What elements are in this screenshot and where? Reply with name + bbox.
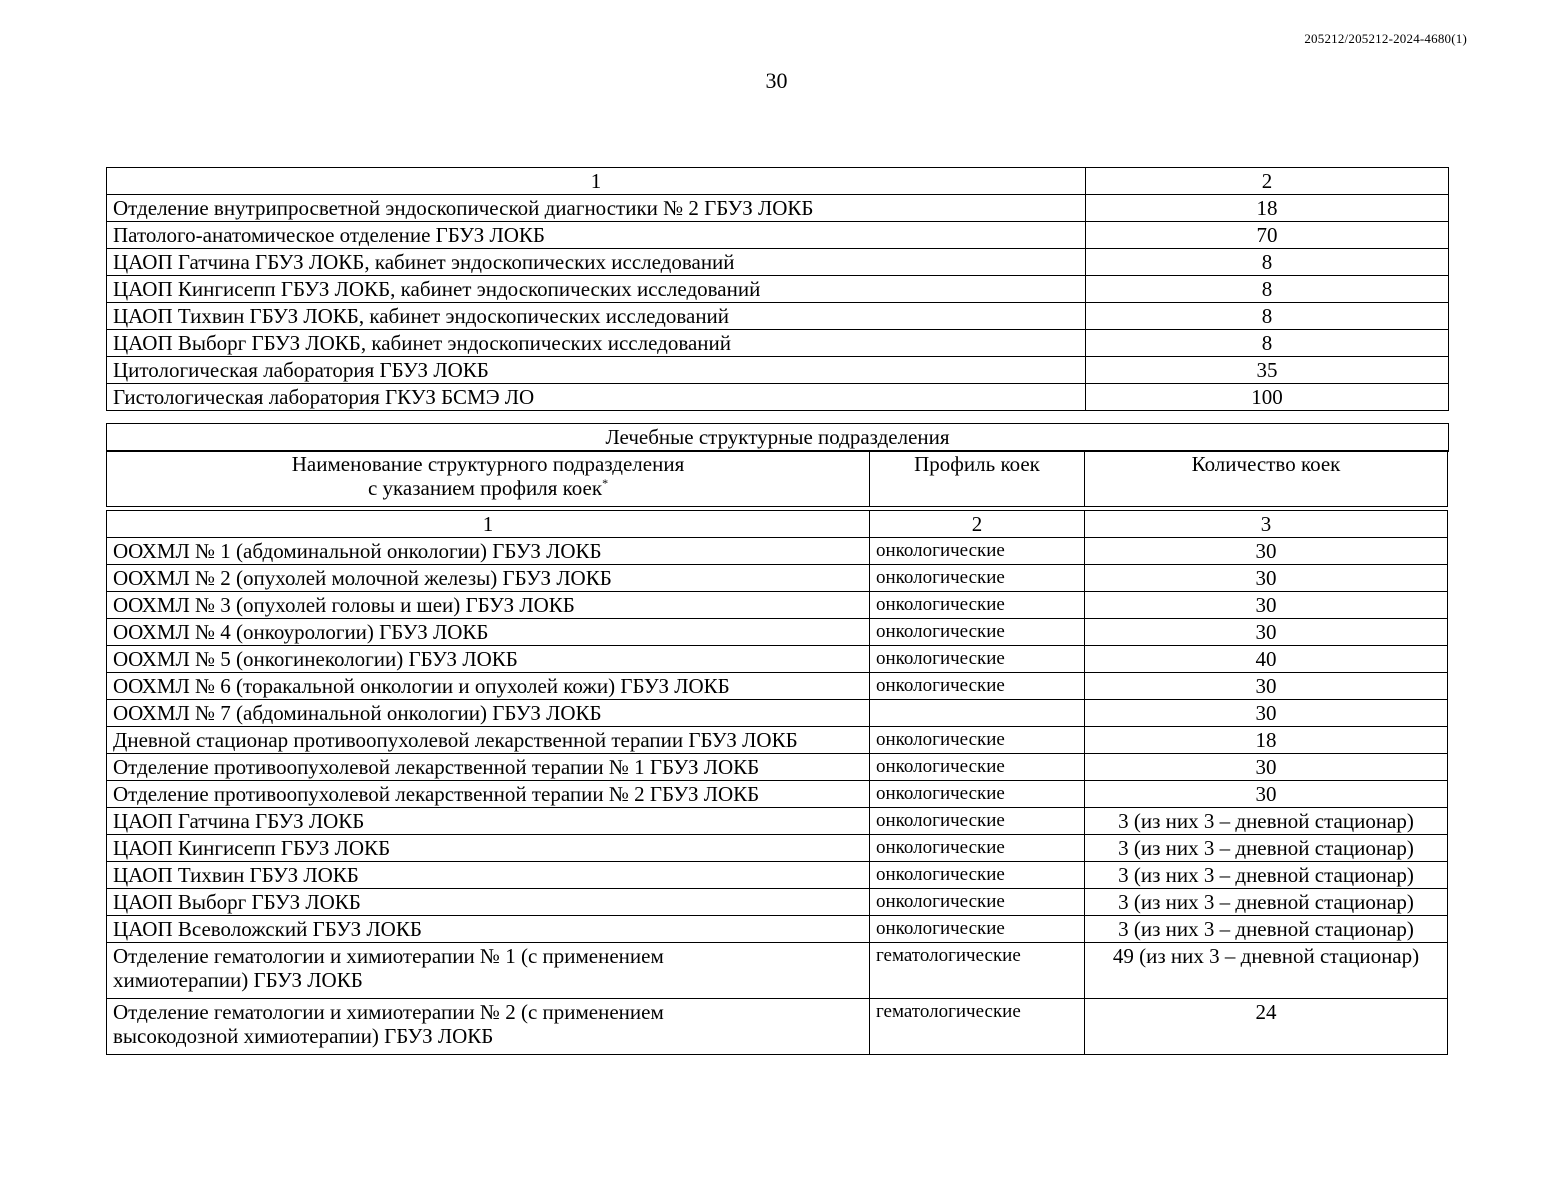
department-name	[107, 943, 870, 999]
department-name: ООХМЛ № 2 (опухолей молочной железы) ГБУЗ ЛОКБ	[107, 565, 870, 592]
bed-count: 30	[1085, 781, 1448, 808]
bed-count: 3 (из них 3 – дневной стационар)	[1085, 862, 1448, 889]
name-header-line2	[113, 476, 863, 500]
table-column-numbers-row	[107, 168, 1449, 195]
bed-count: 30	[1085, 592, 1448, 619]
table-row	[107, 999, 1448, 1055]
treatment-units-table	[106, 510, 1448, 1055]
document-id: 205212/205212-2024-4680(1)	[1304, 31, 1467, 46]
bed-count: 24	[1085, 999, 1448, 1055]
bed-profile: гематологические	[870, 943, 1085, 999]
unit-value: 18	[1086, 195, 1449, 222]
bed-profile: онкологические	[870, 781, 1085, 808]
table-row	[107, 727, 1448, 754]
unit-value: 8	[1086, 249, 1449, 276]
department-name: Отделение противоопухолевой лекарственной терапии № 2 ГБУЗ ЛОКБ	[107, 781, 870, 808]
department-name: ООХМЛ № 4 (онкоурологии) ГБУЗ ЛОКБ	[107, 619, 870, 646]
table-row	[107, 357, 1449, 384]
name-header-line2-text: с указанием профиля коек	[367, 476, 603, 500]
unit-name: ЦАОП Гатчина ГБУЗ ЛОКБ, кабинет эндоскопических исследований	[107, 249, 1086, 276]
profile-column-header: Профиль коек	[870, 451, 1085, 507]
bed-count: 3 (из них 3 – дневной стационар)	[1085, 889, 1448, 916]
section-title: Лечебные структурные подразделения	[107, 424, 1449, 452]
column-number: 2	[1086, 168, 1449, 195]
bed-count: 3 (из них 3 – дневной стационар)	[1085, 916, 1448, 943]
bed-profile: онкологические	[870, 592, 1085, 619]
bed-count: 30	[1085, 754, 1448, 781]
table-row	[107, 249, 1449, 276]
name-header-line1: Наименование структурного подразделения	[291, 452, 685, 476]
department-name: ЦАОП Тихвин ГБУЗ ЛОКБ	[107, 862, 870, 889]
department-name: ЦАОП Гатчина ГБУЗ ЛОКБ	[107, 808, 870, 835]
bed-profile: онкологические	[870, 835, 1085, 862]
department-name: ООХМЛ № 3 (опухолей головы и шеи) ГБУЗ ЛОКБ	[107, 592, 870, 619]
unit-value: 8	[1086, 330, 1449, 357]
department-name-line2: высокодозной химиотерапии) ГБУЗ ЛОКБ	[113, 1024, 494, 1048]
bed-profile: онкологические	[870, 916, 1085, 943]
table-row	[107, 754, 1448, 781]
unit-value: 8	[1086, 276, 1449, 303]
bed-profile: онкологические	[870, 673, 1085, 700]
bed-profile: онкологические	[870, 808, 1085, 835]
department-name: ООХМЛ № 7 (абдоминальной онкологии) ГБУЗ ЛОКБ	[107, 700, 870, 727]
table-row	[107, 276, 1449, 303]
bed-profile: онкологические	[870, 727, 1085, 754]
table-row	[107, 835, 1448, 862]
department-name: ЦАОП Выборг ГБУЗ ЛОКБ	[107, 889, 870, 916]
bed-profile: онкологические	[870, 646, 1085, 673]
bed-count: 3 (из них 3 – дневной стационар)	[1085, 808, 1448, 835]
table-row	[107, 700, 1448, 727]
treatment-header-table	[106, 450, 1448, 507]
bed-profile: онкологические	[870, 619, 1085, 646]
column-number: 1	[107, 511, 870, 538]
department-name: ООХМЛ № 6 (торакальной онкологии и опухолей кожи) ГБУЗ ЛОКБ	[107, 673, 870, 700]
bed-count: 40	[1085, 646, 1448, 673]
page-number: 30	[765, 68, 788, 93]
department-name: Дневной стационар противоопухолевой лекарственной терапии ГБУЗ ЛОКБ	[107, 727, 870, 754]
column-number: 1	[107, 168, 1086, 195]
department-name: ЦАОП Всеволожский ГБУЗ ЛОКБ	[107, 916, 870, 943]
unit-name: ЦАОП Тихвин ГБУЗ ЛОКБ, кабинет эндоскопических исследований	[107, 303, 1086, 330]
bed-profile: гематологические	[870, 999, 1085, 1055]
table-row	[107, 781, 1448, 808]
bed-count: 49 (из них 3 – дневной стационар)	[1085, 943, 1448, 999]
unit-value: 100	[1086, 384, 1449, 411]
section-title-table	[106, 423, 1449, 452]
bed-count: 3 (из них 3 – дневной стационар)	[1085, 835, 1448, 862]
count-column-header: Количество коек	[1085, 451, 1448, 507]
column-number: 2	[870, 511, 1085, 538]
unit-name: Отделение внутрипросветной эндоскопической диагностики № 2 ГБУЗ ЛОКБ	[107, 195, 1086, 222]
bed-profile: онкологические	[870, 754, 1085, 781]
table-row	[107, 330, 1449, 357]
bed-count: 30	[1085, 619, 1448, 646]
unit-name: Патолого-анатомическое отделение ГБУЗ ЛОКБ	[107, 222, 1086, 249]
bed-profile: онкологические	[870, 862, 1085, 889]
table-row	[107, 384, 1449, 411]
bed-count: 30	[1085, 565, 1448, 592]
bed-profile: онкологические	[870, 889, 1085, 916]
table-row	[107, 222, 1449, 249]
bed-profile: онкологические	[870, 565, 1085, 592]
department-name-line1: Отделение гематологии и химиотерапии № 2 (с применением	[113, 1000, 664, 1024]
diagnostic-units-table	[106, 167, 1449, 411]
column-number: 3	[1085, 511, 1448, 538]
department-name-line2: химиотерапии) ГБУЗ ЛОКБ	[113, 968, 363, 992]
bed-count: 30	[1085, 700, 1448, 727]
bed-profile: онкологические	[870, 538, 1085, 565]
department-name	[107, 999, 870, 1055]
table-row	[107, 303, 1449, 330]
bed-count: 30	[1085, 538, 1448, 565]
footnote-mark: *	[602, 476, 609, 490]
table-row	[107, 889, 1448, 916]
table-row	[107, 943, 1448, 999]
unit-name: ЦАОП Кингисепп ГБУЗ ЛОКБ, кабинет эндоскопических исследований	[107, 276, 1086, 303]
bed-count: 18	[1085, 727, 1448, 754]
unit-name: Цитологическая лаборатория ГБУЗ ЛОКБ	[107, 357, 1086, 384]
table-row	[107, 619, 1448, 646]
table-row	[107, 538, 1448, 565]
bed-profile	[870, 700, 1085, 727]
unit-name: ЦАОП Выборг ГБУЗ ЛОКБ, кабинет эндоскопических исследований	[107, 330, 1086, 357]
table-row	[107, 916, 1448, 943]
department-name: ЦАОП Кингисепп ГБУЗ ЛОКБ	[107, 835, 870, 862]
unit-value: 70	[1086, 222, 1449, 249]
table-row	[107, 862, 1448, 889]
table-column-numbers-row	[107, 511, 1448, 538]
table-row	[107, 673, 1448, 700]
table-row	[107, 565, 1448, 592]
table-row	[107, 808, 1448, 835]
unit-value: 35	[1086, 357, 1449, 384]
table-row	[107, 592, 1448, 619]
name-column-header	[107, 451, 870, 507]
department-name: ООХМЛ № 1 (абдоминальной онкологии) ГБУЗ ЛОКБ	[107, 538, 870, 565]
unit-name: Гистологическая лаборатория ГКУЗ БСМЭ ЛО	[107, 384, 1086, 411]
department-name: Отделение противоопухолевой лекарственной терапии № 1 ГБУЗ ЛОКБ	[107, 754, 870, 781]
unit-value: 8	[1086, 303, 1449, 330]
table-row	[107, 195, 1449, 222]
header-row	[107, 451, 1448, 507]
bed-count: 30	[1085, 673, 1448, 700]
department-name: ООХМЛ № 5 (онкогинекологии) ГБУЗ ЛОКБ	[107, 646, 870, 673]
department-name-line1: Отделение гематологии и химиотерапии № 1 (с применением	[113, 944, 664, 968]
table-row	[107, 646, 1448, 673]
